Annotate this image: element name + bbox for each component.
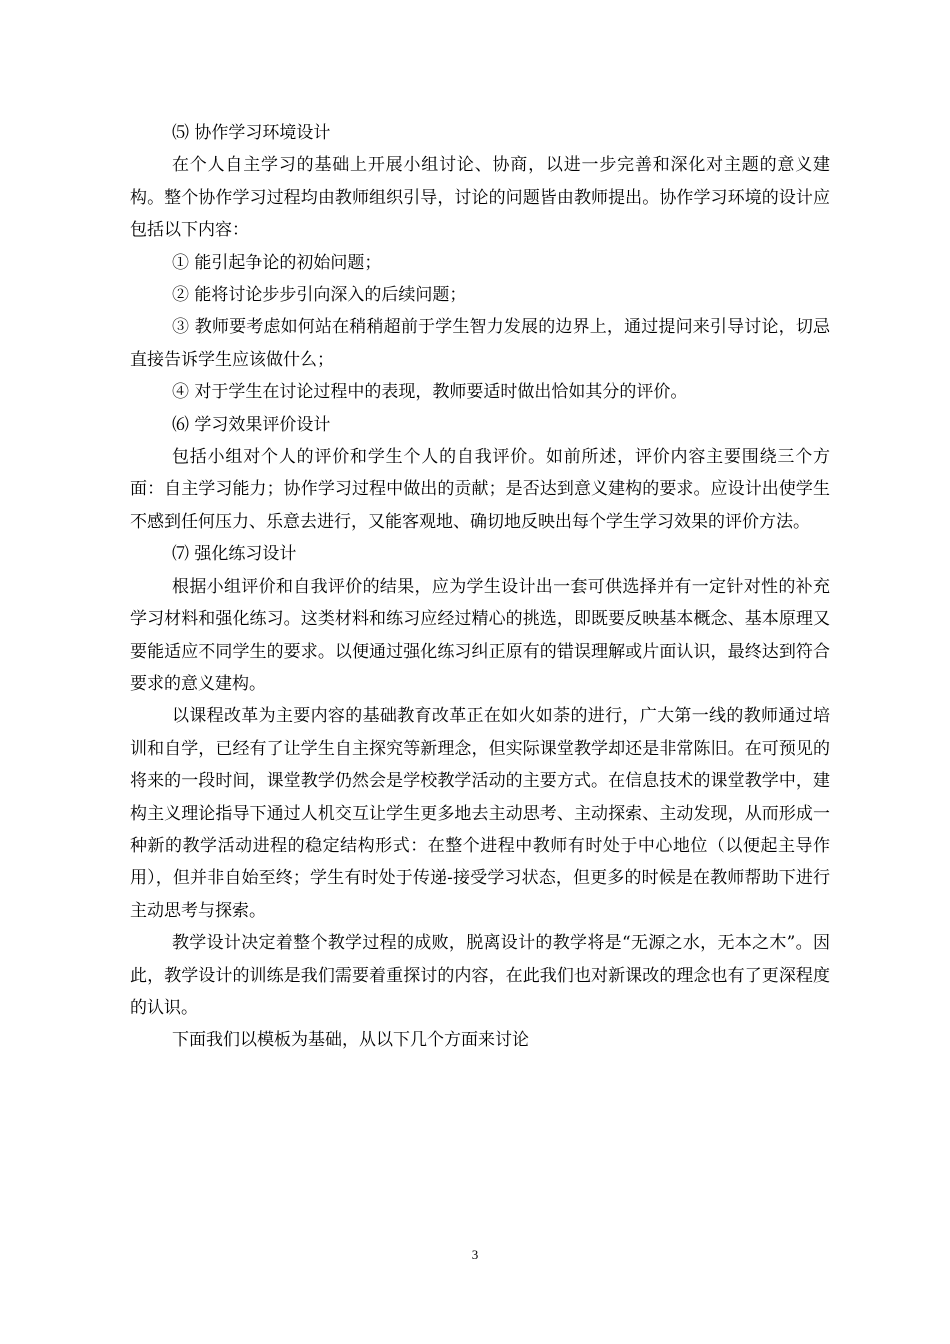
- paragraph-evaluation: 包括小组对个人的评价和学生个人的自我评价。如前所述，评价内容主要围绕三个方面：自主学习能力；协作学习过程中做出的贡献；是否达到意义建构的要求。应设计出使学生不感到任何压力、乐意去进行，又能客观地、确切地反映出每个学生学习效果的评价方法。: [130, 447, 830, 532]
- paragraph-curriculum-reform: 以课程改革为主要内容的基础教育改革正在如火如荼的进行，广大第一线的教师通过培训和自学，已经有了让学生自主探究等新理念，但实际课堂教学却还是非常陈旧。在可预见的将来的一段时间，课堂教学仍然会是学校教学活动的主要方式。在信息技术的课堂教学中，建构主义理论指导下通过人机交互让学生更多地去主动思考、主动探索、主动发现，从而形成一种新的教学活动进程的稳定结构形式：在整个进程中教师有时处于中心地位（以便起主导作用），但并非自始至终；学生有时处于传递-接受学习状态，但更多的时候是在教师帮助下进行主动思考与探索。: [130, 706, 830, 921]
- list-item-2: ② 能将讨论步步引向深入的后续问题；: [172, 285, 467, 306]
- body-text: [130, 117, 830, 1057]
- paragraph-teaching-design: 教学设计决定着整个教学过程的成败，脱离设计的教学将是“无源之水，无本之木”。因此，教学设计的训练是我们需要着重探讨的内容，在此我们也对新课改的理念也有了更深程度的认识。: [130, 933, 830, 1018]
- section-heading-5: ⑸ 协作学习环境设计: [172, 123, 331, 143]
- paragraph-discussion-intro: 下面我们以模板为基础，从以下几个方面来讨论: [172, 1030, 529, 1051]
- section-heading-6: ⑹ 学习效果评价设计: [172, 414, 331, 435]
- page-number: 3: [471, 1247, 479, 1262]
- list-item-4: ④ 对于学生在讨论过程中的表现，教师要适时做出恰如其分的评价。: [172, 382, 688, 403]
- paragraph-collab-intro: 在个人自主学习的基础上开展小组讨论、协商，以进一步完善和深化对主题的意义建构。整个协作学习过程均由教师组织引导，讨论的问题皆由教师提出。协作学习环境的设计应包括以下内容：: [130, 155, 830, 241]
- list-item-3: ③ 教师要考虑如何站在稍稍超前于学生智力发展的边界上，通过提问来引导讨论，切忌直接告诉学生应该做什么；: [130, 317, 830, 370]
- section-heading-7: ⑺ 强化练习设计: [172, 544, 297, 565]
- list-item-1: ① 能引起争论的初始问题；: [172, 252, 382, 273]
- paragraph-practice: 根据小组评价和自我评价的结果，应为学生设计出一套可供选择并有一定针对性的补充学习材料和强化练习。这类材料和练习应经过精心的挑选，即既要反映基本概念、基本原理又要能适应不同学生的要求。以便通过强化练习纠正原有的错误理解或片面认识，最终达到符合要求的意义建构。: [130, 576, 830, 694]
